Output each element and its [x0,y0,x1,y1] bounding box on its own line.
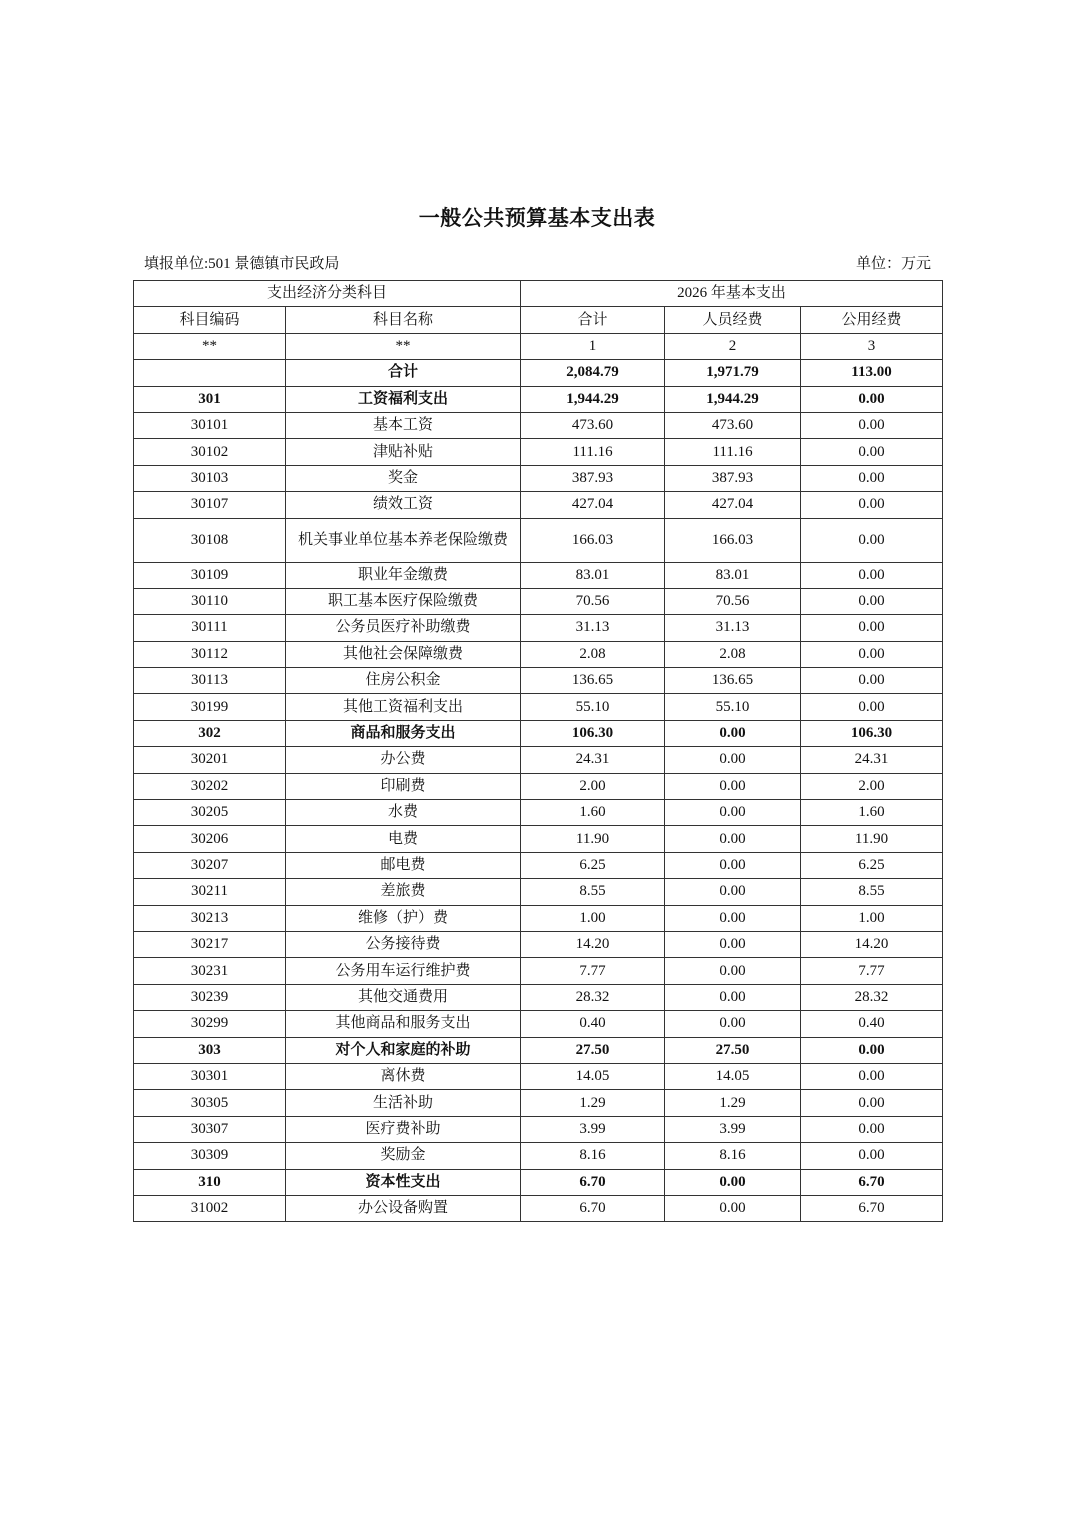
cell-personnel: 136.65 [665,668,801,694]
table-row [134,984,943,1010]
cell-total: 2.00 [521,773,665,799]
cell-public: 8.55 [801,879,943,905]
table-row [134,1116,943,1142]
table-row [134,958,943,984]
cell-total: 6.70 [521,1169,665,1195]
cell-public: 0.00 [801,1063,943,1089]
cell-name: 其他交通费用 [286,984,521,1010]
cell-public: 0.00 [801,1143,943,1169]
cell-total: 14.20 [521,931,665,957]
cell-personnel: 1.29 [665,1090,801,1116]
cell-personnel: 0.00 [665,1195,801,1221]
cell-code: 30103 [134,465,286,491]
cell-name: 公务接待费 [286,931,521,957]
cell-public: 113.00 [801,360,943,386]
cell-personnel: 1,971.79 [665,360,801,386]
cell-code: 301 [134,386,286,412]
table-row [134,641,943,667]
cell-personnel: 473.60 [665,412,801,438]
cell-personnel: 427.04 [665,492,801,518]
cell-total: 14.05 [521,1063,665,1089]
cell-personnel: 0.00 [665,879,801,905]
cell-total: 6.25 [521,852,665,878]
cell-public: 0.00 [801,386,943,412]
cell-total: 83.01 [521,562,665,588]
cell-code: 30307 [134,1116,286,1142]
cell-code: 30231 [134,958,286,984]
cell-public: 0.00 [801,412,943,438]
cell-name: 生活补助 [286,1090,521,1116]
cell-personnel: 0.00 [665,747,801,773]
cell-total: 387.93 [521,465,665,491]
cell-public: 7.77 [801,958,943,984]
cell-public: 11.90 [801,826,943,852]
cell-personnel: 0.00 [665,773,801,799]
page-title: 一般公共预算基本支出表 [418,206,656,230]
table-row [134,518,943,562]
cell-code: 31002 [134,1195,286,1221]
cell-code: 30217 [134,931,286,957]
table-row [134,826,943,852]
cell-personnel: 3.99 [665,1116,801,1142]
cell-code: 30202 [134,773,286,799]
cell-name: 职工基本医疗保险缴费 [286,588,521,614]
cell-public: 0.00 [801,668,943,694]
cell-name: 水费 [286,800,521,826]
cell-name: 津贴补贴 [286,439,521,465]
cell-public: 1.60 [801,800,943,826]
cell-public: 0.00 [801,1037,943,1063]
cell-public: 0.00 [801,562,943,588]
cell-total: 427.04 [521,492,665,518]
header-basic-expenditure: 2026 年基本支出 [521,281,943,307]
cell-name: 办公设备购置 [286,1195,521,1221]
cell-total: 2.08 [521,641,665,667]
cell-name: 职业年金缴费 [286,562,521,588]
cell-total: 24.31 [521,747,665,773]
cell-name: 绩效工资 [286,492,521,518]
table-row [134,931,943,957]
cell-code: 30305 [134,1090,286,1116]
cell-name: 住房公积金 [286,668,521,694]
cell-personnel: 0.00 [665,852,801,878]
cell-total: 1.00 [521,905,665,931]
table-row [134,386,943,412]
cell-total: 70.56 [521,588,665,614]
cell-total: 2,084.79 [521,360,665,386]
table-row [134,1090,943,1116]
cell-name: 印刷费 [286,773,521,799]
table-row [134,439,943,465]
table-row [134,720,943,746]
cell-public: 6.70 [801,1195,943,1221]
cell-public: 0.00 [801,615,943,641]
cell-public: 0.00 [801,465,943,491]
header-total: 合计 [521,307,665,333]
cell-name: 电费 [286,826,521,852]
cell-total: 11.90 [521,826,665,852]
cell-name: 机关事业单位基本养老保险缴费 [286,518,521,562]
cell-code: 310 [134,1169,286,1195]
header-public: 公用经费 [801,307,943,333]
cell-personnel: 70.56 [665,588,801,614]
cell-name: 公务用车运行维护费 [286,958,521,984]
cell-code: 30205 [134,800,286,826]
cell-code: 30213 [134,905,286,931]
cell-personnel: 31.13 [665,615,801,641]
cell-code: 30239 [134,984,286,1010]
header-columns-row [134,307,943,333]
cell-name: 奖金 [286,465,521,491]
cell-name: 奖励金 [286,1143,521,1169]
cell-name: 差旅费 [286,879,521,905]
index-cell: ** [134,333,286,359]
table-row [134,465,943,491]
cell-total: 473.60 [521,412,665,438]
cell-name: 维修（护）费 [286,905,521,931]
header-index-row [134,333,943,359]
cell-public: 0.00 [801,518,943,562]
cell-total: 28.32 [521,984,665,1010]
cell-total: 7.77 [521,958,665,984]
cell-public: 106.30 [801,720,943,746]
cell-public: 1.00 [801,905,943,931]
cell-code: 30110 [134,588,286,614]
cell-public: 0.00 [801,641,943,667]
header-personnel: 人员经费 [665,307,801,333]
cell-code: 30199 [134,694,286,720]
cell-code: 30113 [134,668,286,694]
cell-total: 8.16 [521,1143,665,1169]
table-row [134,747,943,773]
cell-personnel: 0.00 [665,720,801,746]
header-group-row [134,281,943,307]
cell-name: 基本工资 [286,412,521,438]
cell-code: 30207 [134,852,286,878]
table-row [134,1169,943,1195]
cell-name: 离休费 [286,1063,521,1089]
cell-name: 对个人和家庭的补助 [286,1037,521,1063]
cell-name: 邮电费 [286,852,521,878]
index-cell: 1 [521,333,665,359]
cell-code: 30108 [134,518,286,562]
cell-public: 0.00 [801,439,943,465]
cell-total: 8.55 [521,879,665,905]
cell-personnel: 0.00 [665,1169,801,1195]
cell-code: 30102 [134,439,286,465]
cell-public: 0.40 [801,1011,943,1037]
cell-code: 30107 [134,492,286,518]
cell-name: 工资福利支出 [286,386,521,412]
cell-personnel: 8.16 [665,1143,801,1169]
cell-code: 302 [134,720,286,746]
cell-total: 55.10 [521,694,665,720]
cell-code: 30309 [134,1143,286,1169]
cell-personnel: 0.00 [665,905,801,931]
cell-total: 1.60 [521,800,665,826]
cell-name: 医疗费补助 [286,1116,521,1142]
cell-personnel: 1,944.29 [665,386,801,412]
cell-code: 30111 [134,615,286,641]
table-row [134,852,943,878]
cell-total: 166.03 [521,518,665,562]
currency-unit: 单位：万元 [855,256,931,272]
table-row [134,492,943,518]
cell-code [134,360,286,386]
table-row [134,1143,943,1169]
cell-total: 136.65 [521,668,665,694]
cell-personnel: 387.93 [665,465,801,491]
cell-total: 3.99 [521,1116,665,1142]
cell-public: 0.00 [801,1090,943,1116]
cell-public: 24.31 [801,747,943,773]
cell-public: 0.00 [801,588,943,614]
table-row [134,412,943,438]
table-row [134,694,943,720]
cell-total: 1,944.29 [521,386,665,412]
table-row [134,905,943,931]
cell-public: 6.70 [801,1169,943,1195]
cell-name: 商品和服务支出 [286,720,521,746]
table-row [134,773,943,799]
cell-personnel: 0.00 [665,800,801,826]
table-row [134,879,943,905]
cell-total: 1.29 [521,1090,665,1116]
expenditure-table [133,280,943,1222]
cell-code: 30112 [134,641,286,667]
cell-public: 28.32 [801,984,943,1010]
cell-personnel: 166.03 [665,518,801,562]
cell-code: 303 [134,1037,286,1063]
index-cell: ** [286,333,521,359]
cell-public: 6.25 [801,852,943,878]
table-row [134,800,943,826]
cell-code: 30109 [134,562,286,588]
cell-personnel: 0.00 [665,1011,801,1037]
cell-total: 31.13 [521,615,665,641]
cell-code: 30299 [134,1011,286,1037]
header-code: 科目编码 [134,307,286,333]
cell-personnel: 55.10 [665,694,801,720]
index-cell: 2 [665,333,801,359]
cell-name: 其他社会保障缴费 [286,641,521,667]
cell-personnel: 2.08 [665,641,801,667]
cell-public: 0.00 [801,1116,943,1142]
cell-total: 6.70 [521,1195,665,1221]
cell-name: 公务员医疗补助缴费 [286,615,521,641]
table-row [134,615,943,641]
cell-code: 30301 [134,1063,286,1089]
table-row [134,668,943,694]
table-row [134,588,943,614]
cell-name: 合计 [286,360,521,386]
table-row [134,562,943,588]
cell-name: 其他商品和服务支出 [286,1011,521,1037]
cell-name: 资本性支出 [286,1169,521,1195]
cell-public: 2.00 [801,773,943,799]
cell-public: 0.00 [801,492,943,518]
cell-personnel: 0.00 [665,984,801,1010]
header-name: 科目名称 [286,307,521,333]
cell-personnel: 0.00 [665,958,801,984]
cell-code: 30201 [134,747,286,773]
table-row [134,1011,943,1037]
cell-personnel: 14.05 [665,1063,801,1089]
cell-personnel: 111.16 [665,439,801,465]
cell-public: 0.00 [801,694,943,720]
table-row [134,1195,943,1221]
cell-code: 30211 [134,879,286,905]
cell-total: 0.40 [521,1011,665,1037]
table-row [134,1037,943,1063]
cell-total: 111.16 [521,439,665,465]
cell-name: 办公费 [286,747,521,773]
reporting-unit: 填报单位:501 景德镇市民政局 [144,256,340,272]
cell-name: 其他工资福利支出 [286,694,521,720]
cell-personnel: 27.50 [665,1037,801,1063]
header-economic-classification: 支出经济分类科目 [134,281,521,307]
cell-code: 30206 [134,826,286,852]
cell-total: 27.50 [521,1037,665,1063]
cell-public: 14.20 [801,931,943,957]
cell-personnel: 0.00 [665,826,801,852]
cell-personnel: 83.01 [665,562,801,588]
cell-personnel: 0.00 [665,931,801,957]
table-row [134,360,943,386]
table-row [134,1063,943,1089]
index-cell: 3 [801,333,943,359]
cell-code: 30101 [134,412,286,438]
cell-total: 106.30 [521,720,665,746]
